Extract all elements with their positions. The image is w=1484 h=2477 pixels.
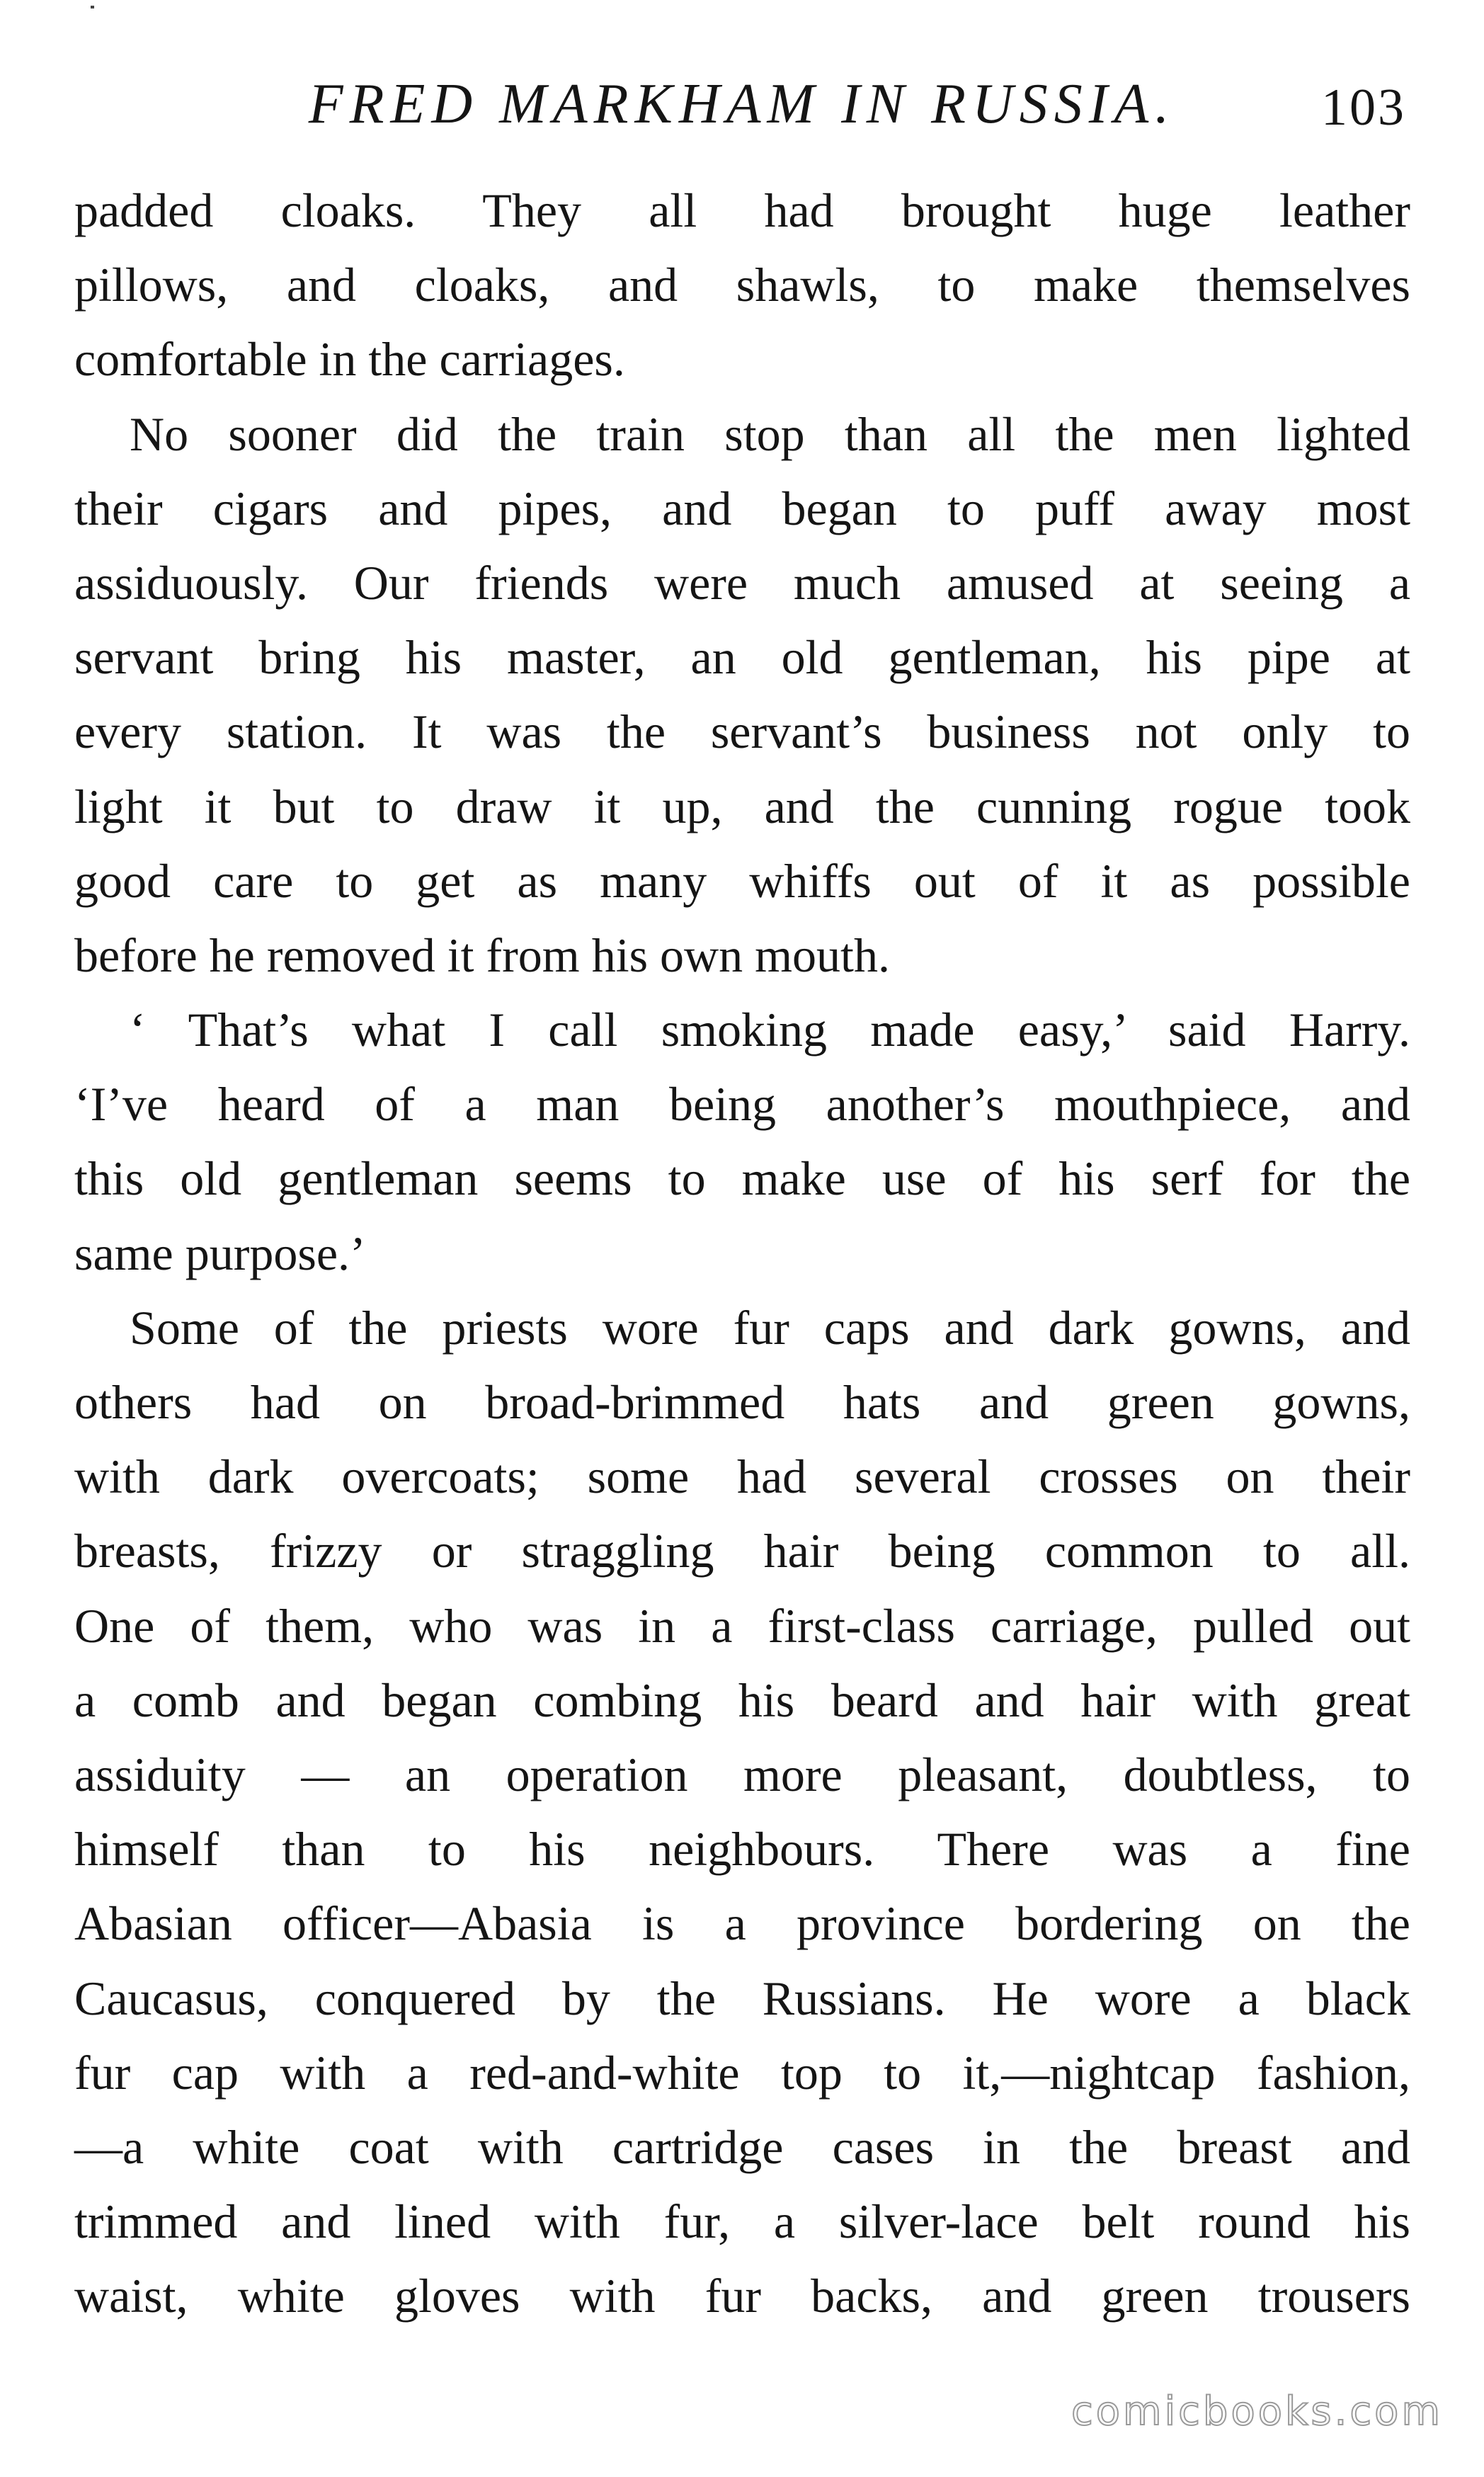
body-text [74,173,1410,2333]
text-line: waist, white gloves with fur backs, and green trousers [74,2269,1410,2323]
text-line: others had on broad-brimmed hats and green gowns, [74,1375,1410,1429]
text-line: good care to get as many whiffs out of it as possible [74,853,1410,908]
text-line: Some of the priests wore fur caps and dark gowns, and [130,1300,1410,1355]
running-title: FRED MARKHAM IN RUSSIA. [308,73,1176,135]
text-line: assiduity — an operation more pleasant, doubtless, to [74,1747,1410,1801]
text-line: padded cloaks. They all had brought huge leather [74,183,1410,237]
text-line: fur cap with a red-and-white top to it,—nightcap fashion, [74,2045,1410,2100]
page-number: 103 [1321,79,1406,137]
text-line: comfortable in the carriages. [74,332,625,387]
text-line: breasts, frizzy or straggling hair being common to all. [74,1524,1410,1578]
text-line: light it but to draw it up, and the cunning rogue took [74,779,1410,833]
text-line: this old gentleman seems to make use of his serf for the [74,1151,1410,1206]
scan-speck [91,6,94,8]
text-line: —a white coat with cartridge cases in the breast and [74,2119,1410,2174]
text-line: ‘ That’s what I call smoking made easy,’ said Harry. [130,1003,1410,1057]
text-line: No sooner did the train stop than all the men lighted [130,406,1410,461]
text-line: One of them, who was in a first-class carriage, pulled out [74,1598,1410,1653]
text-line: servant bring his master, an old gentleman, his pipe at [74,630,1410,685]
page-header [74,65,1410,143]
text-line: trimmed and lined with fur, a silver-lace belt round his [74,2194,1410,2249]
text-line: before he removed it from his own mouth. [74,928,890,982]
text-line: a comb and began combing his beard and hair with great [74,1673,1410,1727]
text-line: Caucasus, conquered by the Russians. He wore a black [74,1971,1410,2025]
text-line: their cigars and pipes, and began to puff away most [74,481,1410,535]
text-line: Abasian officer—Abasia is a province bordering on the [74,1896,1410,1951]
site-watermark: comicbooks.com [1071,2388,1443,2435]
text-line: same purpose.’ [74,1226,366,1280]
text-line: ‘I’ve heard of a man being another’s mouthpiece, and [74,1077,1410,1132]
text-line: every station. It was the servant’s business not only to [74,705,1410,759]
text-line: pillows, and cloaks, and shawls, to make themselves [74,258,1410,312]
text-line: assiduously. Our friends were much amused at seeing a [74,555,1410,610]
text-line: himself than to his neighbours. There was a fine [74,1822,1410,1877]
text-line: with dark overcoats; some had several crosses on their [74,1450,1410,1504]
